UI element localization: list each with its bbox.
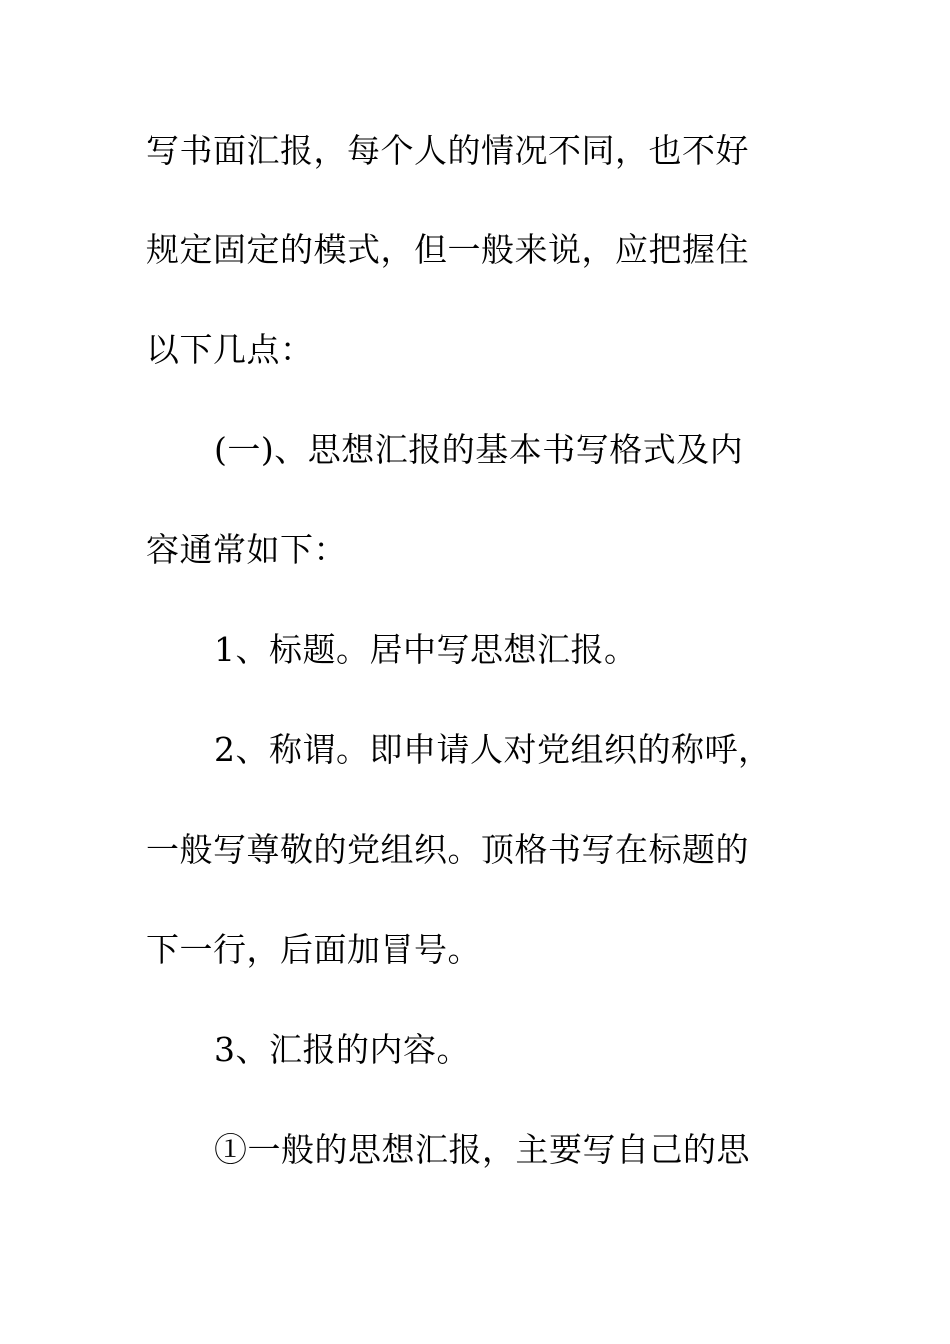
text-line: 以下几点： xyxy=(146,330,314,369)
text-line: 一般写尊敬的党组织。顶格书写在标题的 xyxy=(146,830,749,869)
text-line: 规定固定的模式，但一般来说，应把握住 xyxy=(146,230,749,269)
list-item: 3、汇报的内容。 xyxy=(214,1030,470,1069)
section-heading: (一)、思想汇报的基本书写格式及内 xyxy=(214,430,744,469)
text-line: 容通常如下： xyxy=(146,530,347,569)
text-line: 下一行，后面加冒号。 xyxy=(146,930,481,969)
list-item: ①一般的思想汇报，主要写自己的思 xyxy=(214,1130,750,1169)
list-item: 1、标题。居中写思想汇报。 xyxy=(214,630,638,669)
list-item: 2、称谓。即申请人对党组织的称呼， xyxy=(214,730,772,769)
text-line: 写书面汇报，每个人的情况不同，也不好 xyxy=(146,131,749,170)
